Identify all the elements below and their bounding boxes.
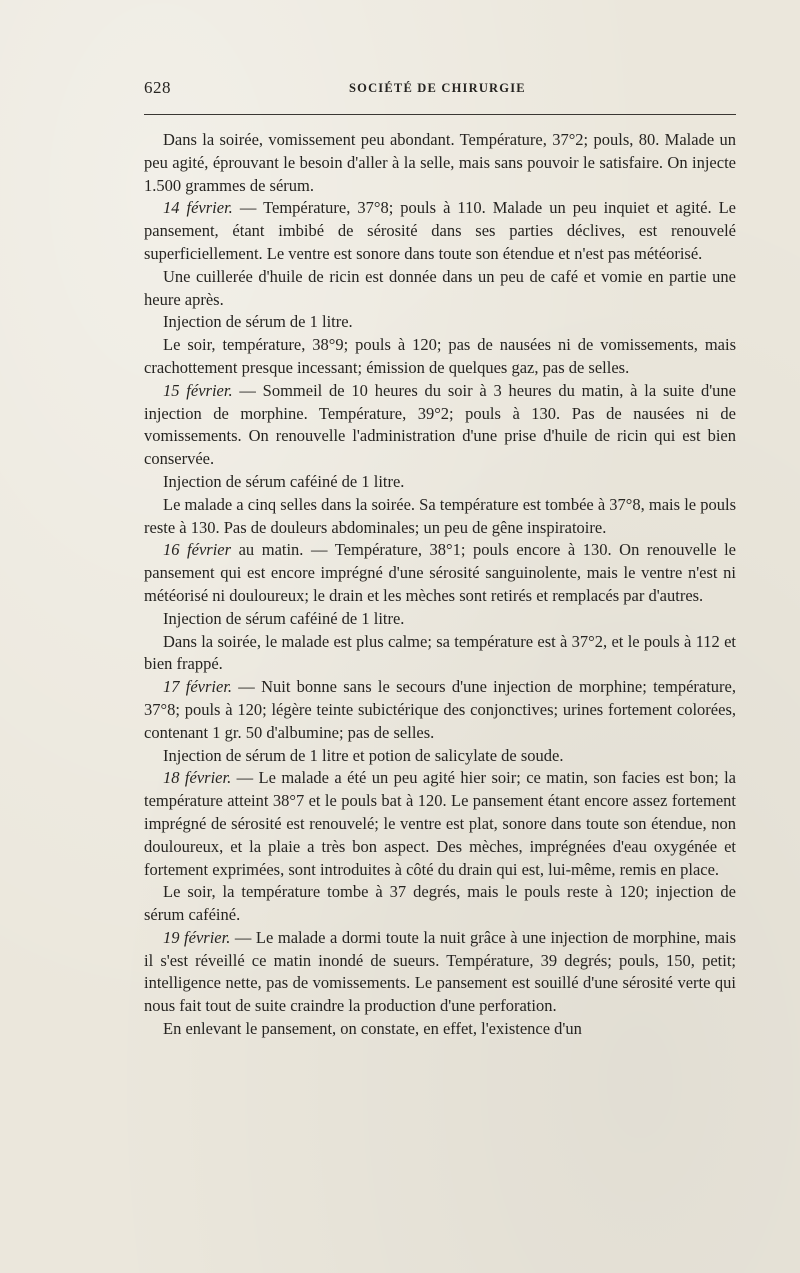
paragraph-text: Le malade a cinq selles dans la soirée. Sa température est tombée à 37°8, mais le pouls reste à 130. Pas de douleurs abdominales; un peu de gêne inspiratoire. (144, 494, 736, 537)
paragraph-text: Injection de sérum caféiné de 1 litre. (163, 608, 405, 628)
paragraph-date: 18 février. (163, 768, 232, 788)
paragraph (144, 471, 736, 494)
paragraph (144, 197, 736, 265)
paragraph-text: — Le malade a dormi toute la nuit grâce à une injection de morphine, mais il s'est réveillé ce matin inondé de sueurs. Température, 39 degrés; pouls, 150, petit; intelligence nette, pas de vomissements. Le pansement est souillé d'une sérosité verte qui nous fait tout de suite craindre la production d'une perforation. (144, 927, 736, 1016)
paragraph-text: — Le malade a été un peu agité hier soir; ce matin, son facies est bon; la température atteint 38°7 et le pouls bat à 120. Le pansement étant encore assez fortement imprégné de sérosité est renouvelé; le ventre est plat, sonore dans toute son étendue, non douloureux, et la plaie a très bon aspect. Des mèches, imprégnées d'eau oxygénée et fortement exprimées, sont introduites à côté du drain qui est, lui-même, remis en place. (144, 768, 736, 879)
paragraph-text: Dans la soirée, le malade est plus calme; sa température est à 37°2, et le pouls à 112 et bien frappé. (144, 631, 736, 674)
paragraph (144, 494, 736, 540)
paragraph (144, 631, 736, 677)
paragraph-date: 19 février. (163, 927, 231, 947)
paragraph-date: 17 février. (163, 677, 233, 697)
paragraph (144, 927, 736, 1018)
paragraph (144, 380, 736, 471)
paragraph-text: — Sommeil de 10 heures du soir à 3 heures du matin, à la suite d'une injection de morphine. Température, 39°2; pouls à 130. Pas de nausées ni de vomissements. On renouvelle l'administration d'une prise d'huile de ricin qui est bien conservée. (144, 380, 736, 469)
paragraph (144, 881, 736, 927)
paragraph-date: 16 février (163, 540, 232, 560)
paragraph-text: Injection de sérum caféiné de 1 litre. (163, 471, 405, 491)
paragraph-text: Injection de sérum de 1 litre et potion de salicylate de soude. (163, 745, 564, 765)
paragraph-text: Injection de sérum de 1 litre. (163, 312, 353, 332)
paragraph (144, 767, 736, 881)
page-header (144, 78, 736, 102)
paragraph (144, 311, 736, 334)
paragraph-text: — Température, 37°8; pouls à 110. Malade un peu inquiet et agité. Le pansement, étant imbibé de sérosité dans ses parties déclives, est renouvelé superficiellement. Le ventre est sonore dans toute son étendue et n'est pas météorisé. (144, 198, 737, 263)
paragraph-date: 14 février. (163, 198, 233, 218)
paragraph-text: Le soir, la température tombe à 37 degrés, mais le pouls reste à 120; injection de sérum caféiné. (144, 882, 736, 925)
paragraph (144, 266, 736, 312)
paragraph (144, 676, 736, 744)
paragraph-text: Une cuillerée d'huile de ricin est donnée dans un peu de café et vomie en partie une heure après. (144, 266, 736, 309)
paragraph-date: 15 février. (163, 380, 233, 400)
paragraph-text: Le soir, température, 38°9; pouls à 120; pas de nausées ni de vomissements, mais crachottement presque incessant; émission de quelques gaz, pas de selles. (144, 335, 736, 377)
paragraph (144, 129, 736, 197)
page-number: 628 (144, 78, 171, 97)
body-text (144, 129, 736, 1041)
paragraph (144, 539, 736, 607)
paragraph-text: Dans la soirée, vomissement peu abondant. Température, 37°2; pouls, 80. Malade un peu agité, éprouvant le besoin d'aller à la selle, mais sans pouvoir le satisfaire. On injecte 1.500 grammes de sérum. (144, 130, 736, 195)
paragraph (144, 608, 736, 631)
paragraph (144, 745, 736, 768)
paragraph-text: au matin. — Température, 38°1; pouls encore à 130. On renouvelle le pansement qui est encore imprégné d'une sérosité sanguinolente, mais le ventre n'est ni météorisé ni douloureux; le drain et les mèches sont retirés et remplacés par d'autres. (144, 540, 736, 605)
running-title: SOCIÉTÉ DE CHIRURGIE (349, 81, 526, 95)
paragraph (144, 334, 736, 380)
paragraph (144, 1018, 736, 1041)
paragraph-text: — Nuit bonne sans le secours d'une injection de morphine; température, 37°8; pouls à 120; légère teinte subictérique des conjonctives; urines fortement colorées, contenant 1 gr. 50 d'albumine; pas de selles. (144, 677, 736, 742)
header-rule (144, 114, 736, 115)
paragraph-text: En enlevant le pansement, on constate, en effet, l'existence d'un (163, 1019, 582, 1039)
